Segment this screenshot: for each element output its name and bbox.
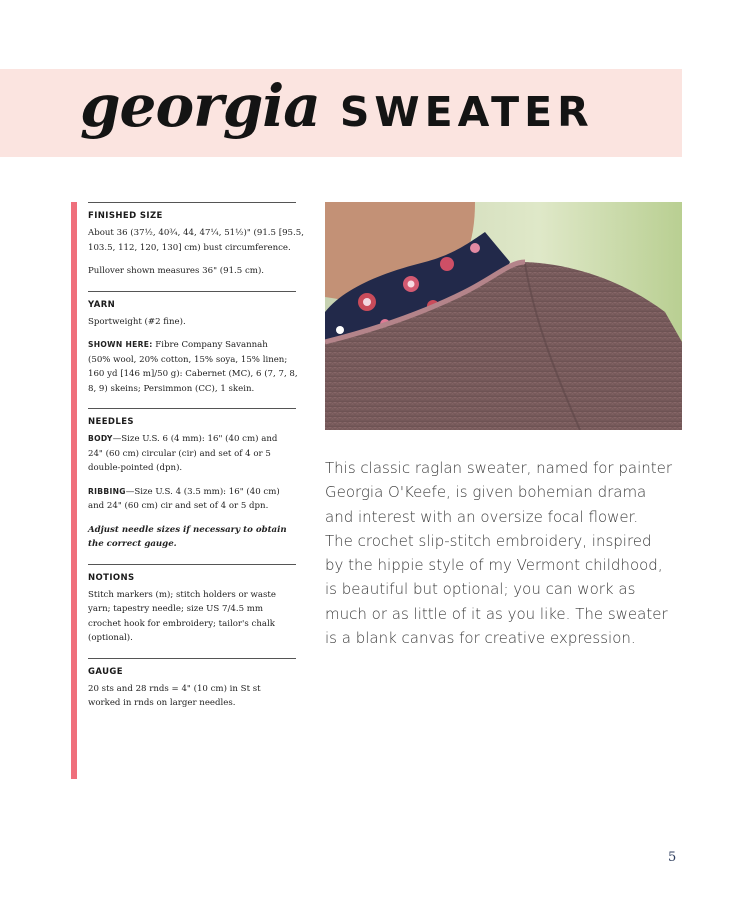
shown-here-label: SHOWN HERE:: [88, 340, 153, 349]
title-caps: SWEATER: [339, 88, 594, 136]
gauge-line: worked in rnds on larger needles.: [88, 698, 236, 708]
needles-section: [88, 408, 296, 552]
body-label: BODY: [88, 434, 113, 443]
notions-heading: NOTIONS: [88, 572, 135, 583]
yarn-shown-line: (50% wool, 20% cotton, 15% soya, 15% linen;: [88, 354, 288, 365]
needles-body: [88, 432, 296, 476]
intro-line: much or as little of it as you like. The sweater: [325, 604, 668, 623]
notions-text: [88, 588, 296, 646]
yarn-shown-line: 8, 9) skeins; Persimmon (CC), 1 skein.: [88, 383, 255, 394]
intro-line: by the hippie style of my Vermont childhood,: [325, 556, 663, 575]
finished-size-section: [88, 202, 304, 279]
accent-bar: [71, 202, 77, 779]
intro-line: The crochet slip-stitch embroidery, inspired: [325, 531, 652, 550]
needles-body-line: double-pointed (dpn).: [88, 463, 183, 473]
needles-body-line: —Size U.S. 6 (4 mm): 16" (40 cm) and: [112, 434, 278, 444]
finished-size-line: About 36 (37½, 40¾, 44, 47¼, 51½)" (91.5 [95.5,: [88, 228, 304, 238]
finished-size-shown: Pullover shown measures 36" (91.5 cm).: [88, 266, 265, 276]
gauge-text: [88, 682, 296, 711]
intro-line: This classic raglan sweater, named for painter: [325, 459, 673, 477]
yarn-heading: YARN: [88, 299, 116, 310]
gauge-section: [88, 658, 296, 711]
intro-line: Georgia O'Keefe, is given bohemian drama: [325, 483, 647, 502]
finished-size-text: [88, 226, 304, 255]
needles-note: [88, 523, 296, 552]
gauge-heading: GAUGE: [88, 666, 123, 677]
needles-ribbing-line: —Size U.S. 4 (3.5 mm): 16" (40 cm): [125, 486, 280, 497]
finished-size-heading: FINISHED SIZE: [88, 211, 163, 221]
intro-paragraph: [325, 456, 685, 650]
page-number: 5: [668, 850, 677, 865]
yarn-shown-line: 160 yd [146 m]/50 g): Cabernet (MC), 6 (7, 7, 8,: [88, 369, 298, 379]
yarn-section: [88, 291, 296, 397]
intro-line: is a blank canvas for creative expression.: [325, 629, 636, 648]
yarn-shown-here: [88, 338, 296, 396]
yarn-shown-line: Fibre Company Savannah: [152, 340, 268, 350]
notions-line: yarn; tapestry needle; size US 7/4.5 mm: [88, 604, 264, 614]
needles-heading: NEEDLES: [88, 417, 134, 427]
intro-line: is beautiful but optional; you can work as: [325, 580, 636, 599]
notions-line: (optional).: [88, 633, 133, 643]
notions-section: [88, 564, 296, 646]
yarn-weight: Sportweight (#2 fine).: [88, 316, 186, 327]
gauge-line: 20 sts and 28 rnds = 4" (10 cm) in St st: [88, 683, 261, 694]
needles-note-line: the correct gauge.: [88, 539, 177, 549]
notions-line: Stitch markers (m); stitch holders or waste: [88, 589, 276, 600]
needles-body-line: 24" (60 cm) circular (cir) and set of 4 or 5: [88, 448, 271, 459]
title-script: georgia: [80, 72, 320, 140]
ribbing-label: RIBBING: [88, 486, 126, 496]
intro-line: and interest with an oversize focal flower.: [325, 507, 639, 526]
specs-panel: [88, 202, 304, 720]
sweater-photo-illustration: [325, 202, 682, 430]
sweater-photo: [325, 202, 682, 430]
needles-ribbing: [88, 485, 296, 514]
page-title: [80, 72, 594, 158]
needles-note-line: Adjust needle sizes if necessary to obtain: [88, 524, 287, 535]
notions-line: crochet hook for embroidery; tailor's chalk: [88, 618, 275, 629]
needles-ribbing-line: and 24" (60 cm) cir and set of 4 or 5 dpn.: [88, 501, 269, 511]
finished-size-line: 103.5, 112, 120, 130] cm) bust circumference.: [88, 242, 291, 253]
